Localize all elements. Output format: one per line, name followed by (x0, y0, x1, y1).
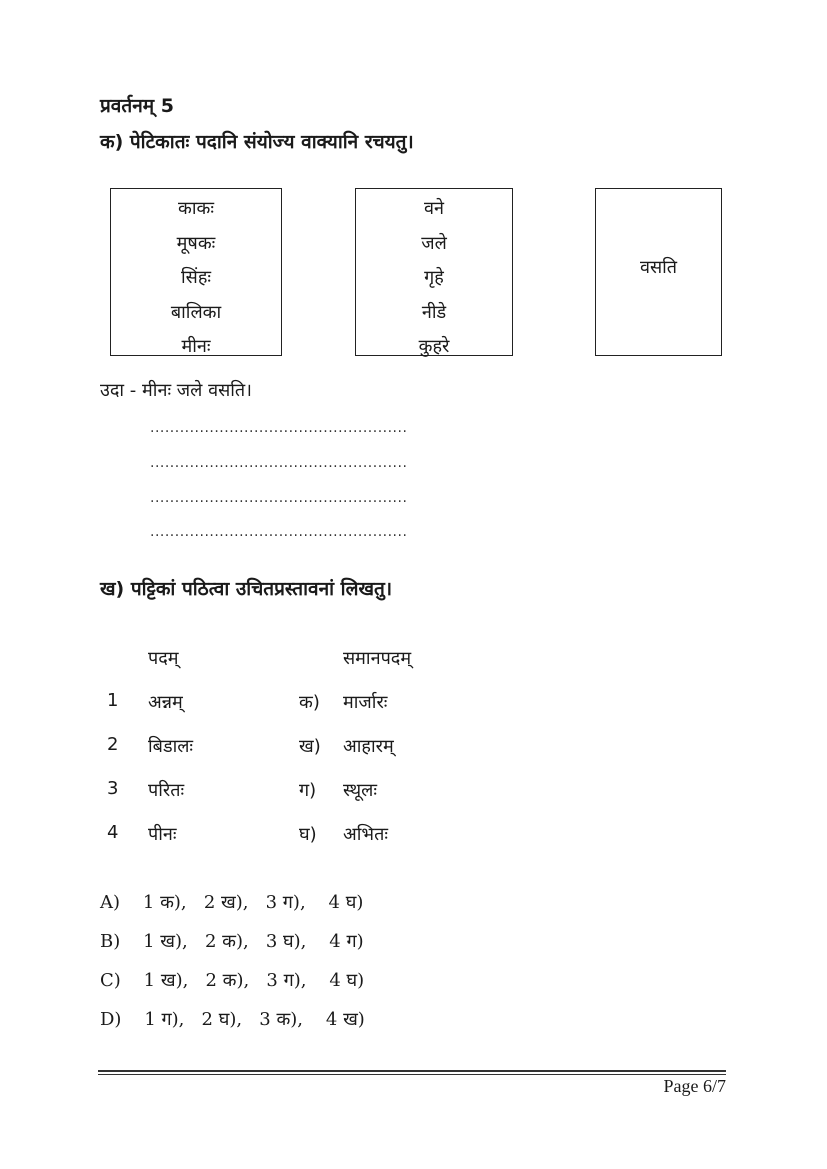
footer-divider-thin (98, 1074, 726, 1075)
answer-option[interactable]: A) 1 क), 2 ख), 3 ग), 4 घ) (100, 892, 364, 913)
answer-line[interactable]: .................................................... (150, 490, 408, 506)
subjects-box (110, 188, 282, 356)
subject-word: मीनः (181, 336, 211, 357)
answer-line[interactable]: .................................................... (150, 524, 408, 540)
subject-word: सिंहः (180, 267, 212, 288)
place-word: वने (424, 198, 444, 219)
row-letter: ख) (299, 736, 321, 757)
footer-divider (98, 1070, 726, 1072)
column-header-synonym: समानपदम् (343, 648, 412, 669)
section-title: प्रवर्तनम् 5 (100, 95, 174, 117)
page-number: Page 6/7 (663, 1076, 726, 1096)
row-word: परितः (148, 780, 185, 801)
row-letter: क) (299, 692, 320, 713)
place-word: जले (421, 232, 447, 254)
answer-option[interactable]: C) 1 ख), 2 क), 3 ग), 4 घ) (100, 970, 365, 991)
answer-line[interactable]: .................................................... (150, 420, 408, 436)
subject-word: मूषकः (176, 232, 216, 254)
place-word: कुहरे (418, 336, 450, 357)
verb-word: वसति (639, 257, 678, 278)
row-word: अन्नम् (148, 692, 183, 713)
part-a-instruction: क) पेटिकातः पदानि संयोज्य वाक्यानि रचयतु। (100, 131, 414, 153)
place-word: नीडे (421, 301, 447, 323)
answer-option[interactable]: B) 1 ख), 2 क), 3 घ), 4 ग) (100, 931, 364, 952)
answer-line[interactable]: .................................................... (150, 455, 408, 471)
example-sentence: उदा - मीनः जले वसति। (100, 380, 252, 401)
answer-option[interactable]: D) 1 ग), 2 घ), 3 क), 4 ख) (100, 1009, 365, 1030)
part-b-instruction: ख) पट्टिकां पठित्वा उचितप्रस्तावनां लिखतु। (100, 578, 393, 600)
row-synonym: अभितः (343, 824, 388, 845)
row-letter: ग) (299, 780, 317, 801)
place-word: गृहे (424, 267, 444, 288)
row-word: पीनः (148, 824, 177, 845)
row-synonym: मार्जारः (343, 692, 388, 713)
row-number: 2 (107, 734, 119, 755)
places-box (355, 188, 513, 356)
row-letter: घ) (299, 824, 317, 845)
verb-box (595, 188, 722, 356)
row-word: बिडालः (148, 736, 194, 757)
row-number: 4 (107, 822, 119, 843)
subject-word: काकः (178, 198, 214, 219)
subject-word: बालिका (170, 301, 222, 323)
row-synonym: स्थूलः (343, 780, 377, 801)
row-number: 3 (107, 778, 119, 799)
column-header-word: पदम् (148, 648, 179, 669)
row-number: 1 (107, 690, 119, 711)
row-synonym: आहारम् (343, 736, 394, 757)
